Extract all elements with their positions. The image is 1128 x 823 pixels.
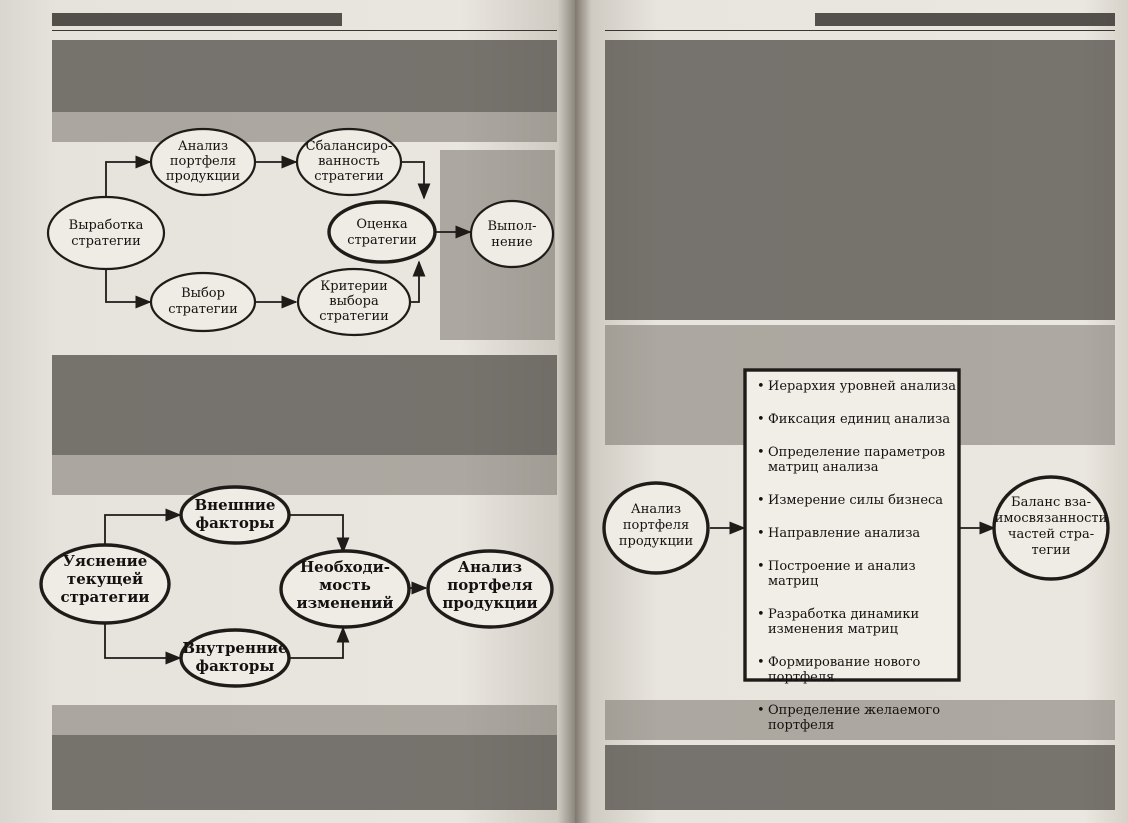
step-text-line: Направление анализа bbox=[768, 526, 921, 541]
node-strategy-choice-line-1: Выбор bbox=[181, 286, 225, 301]
node-develop-strategy-line-1: Выработка bbox=[68, 218, 144, 233]
step-text-line: матриц анализа bbox=[768, 460, 879, 475]
edge-clarify-to-external bbox=[105, 515, 180, 546]
step-bullet: • bbox=[757, 379, 765, 394]
node-strategy-evaluation bbox=[329, 202, 435, 262]
node-portfolio-analysis-2-line-3: продукции bbox=[442, 594, 538, 612]
step-item bbox=[757, 703, 940, 733]
step-text-line: изменения матриц bbox=[768, 622, 898, 637]
diagram-strategy-clarification bbox=[41, 487, 552, 686]
node-balance-output-line-2: имосвязанности bbox=[994, 511, 1108, 526]
node-choice-criteria-line-2: выбора bbox=[329, 294, 379, 309]
node-balance-output-line-4: тегии bbox=[1031, 543, 1071, 558]
step-bullet: • bbox=[757, 703, 765, 718]
node-portfolio-analysis bbox=[151, 129, 255, 195]
node-need-for-change-line-1: Необходи- bbox=[299, 558, 391, 576]
step-item bbox=[757, 493, 943, 508]
node-portfolio-analysis-3-line-3: продукции bbox=[618, 534, 694, 549]
node-portfolio-analysis-3 bbox=[604, 483, 708, 573]
step-text-line: матриц bbox=[768, 574, 819, 589]
node-need-for-change-line-3: изменений bbox=[296, 594, 394, 612]
node-external-factors-line-1: Внешние bbox=[194, 496, 276, 514]
step-text-line: Разработка динамики bbox=[768, 607, 920, 622]
node-execution-line-2: нение bbox=[491, 235, 533, 250]
node-strategy-balance-line-1: Сбалансиро- bbox=[305, 139, 393, 154]
node-choice-criteria-line-3: стратегии bbox=[319, 309, 389, 324]
node-balance-output bbox=[994, 477, 1108, 579]
node-portfolio-analysis-2 bbox=[428, 551, 552, 627]
node-internal-factors bbox=[181, 630, 289, 686]
diagram-strategy-development bbox=[48, 129, 553, 335]
node-portfolio-analysis-line-1: Анализ bbox=[177, 139, 229, 154]
node-need-for-change bbox=[281, 551, 409, 627]
step-text-line: Измерение силы бизнеса bbox=[768, 493, 944, 508]
node-portfolio-analysis-2-line-1: Анализ bbox=[457, 558, 523, 576]
node-clarify-strategy-line-3: стратегии bbox=[60, 588, 150, 606]
node-strategy-balance-line-2: ванность bbox=[318, 154, 380, 169]
edge-external-to-necessity bbox=[290, 515, 343, 552]
step-bullet: • bbox=[757, 493, 765, 508]
step-text-line: Фиксация единиц анализа bbox=[768, 412, 951, 427]
step-item bbox=[757, 412, 950, 427]
node-execution-line-1: Выпол- bbox=[487, 219, 537, 234]
step-bullet: • bbox=[757, 655, 765, 670]
node-strategy-choice-line-2: стратегии bbox=[168, 302, 238, 317]
edge-develop-to-choice bbox=[106, 270, 150, 302]
step-bullet: • bbox=[757, 445, 765, 460]
node-clarify-strategy-line-2: текущей bbox=[66, 570, 144, 588]
node-choice-criteria-line-1: Критерии bbox=[320, 279, 388, 294]
node-strategy-balance bbox=[297, 129, 401, 195]
node-internal-factors-line-1: Внутренние bbox=[182, 639, 288, 657]
node-strategy-evaluation-line-1: Оценка bbox=[356, 217, 408, 232]
edge-develop-to-portfolio bbox=[106, 162, 150, 197]
step-bullet: • bbox=[757, 412, 765, 427]
node-external-factors bbox=[181, 487, 289, 543]
step-text-line: Построение и анализ bbox=[768, 559, 916, 574]
node-strategy-balance-line-3: стратегии bbox=[314, 169, 384, 184]
step-item bbox=[757, 379, 956, 394]
node-clarify-strategy-line-1: Уяснение bbox=[62, 552, 148, 570]
node-balance-output-line-1: Баланс вза- bbox=[1011, 495, 1091, 510]
step-bullet: • bbox=[757, 559, 765, 574]
node-strategy-choice bbox=[151, 273, 255, 331]
step-text-line: Формирование нового bbox=[768, 655, 921, 670]
node-portfolio-analysis-3-line-2: портфеля bbox=[622, 518, 690, 533]
node-balance-output-line-3: частей стра- bbox=[1007, 527, 1095, 542]
node-internal-factors-line-2: факторы bbox=[195, 657, 275, 675]
step-bullet: • bbox=[757, 607, 765, 622]
node-choice-criteria bbox=[298, 269, 410, 335]
step-text-line: Иерархия уровней анализа bbox=[768, 379, 956, 394]
step-text-line: портфеля bbox=[768, 670, 835, 685]
node-strategy-evaluation-line-2: стратегии bbox=[347, 233, 417, 248]
step-text-line: портфеля bbox=[768, 718, 835, 733]
step-item bbox=[757, 607, 919, 637]
edge-balance-to-evaluation bbox=[402, 162, 424, 198]
node-develop-strategy-line-2: стратегии bbox=[71, 234, 141, 249]
node-execution bbox=[471, 201, 553, 267]
step-text-line: Определение желаемого bbox=[768, 703, 941, 718]
step-text-line: Определение параметров bbox=[768, 445, 946, 460]
edge-criteria-to-evaluation bbox=[411, 262, 419, 302]
node-portfolio-analysis-3-line-1: Анализ bbox=[630, 502, 682, 517]
diagram-portfolio-analysis bbox=[604, 370, 1108, 733]
node-external-factors-line-2: факторы bbox=[195, 514, 275, 532]
node-need-for-change-line-2: мость bbox=[319, 576, 371, 594]
node-portfolio-analysis-line-2: портфеля bbox=[169, 154, 237, 169]
node-clarify-strategy bbox=[41, 545, 169, 623]
node-portfolio-analysis-2-line-2: портфеля bbox=[447, 576, 533, 594]
node-develop-strategy bbox=[48, 197, 164, 269]
step-bullet: • bbox=[757, 526, 765, 541]
step-item bbox=[757, 526, 920, 541]
edge-clarify-to-internal bbox=[105, 622, 180, 658]
edge-internal-to-necessity bbox=[290, 628, 343, 658]
node-portfolio-analysis-line-3: продукции bbox=[165, 169, 241, 184]
